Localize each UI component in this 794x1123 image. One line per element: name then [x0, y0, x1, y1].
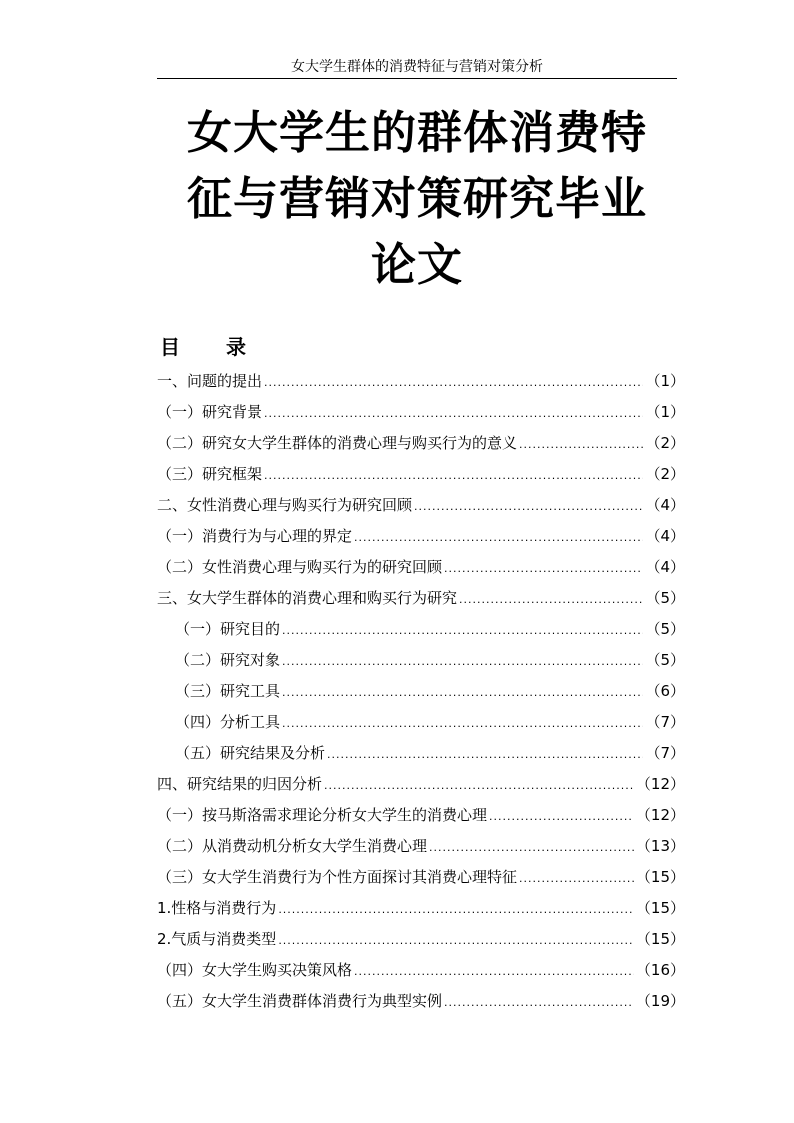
- table-of-contents: [157, 366, 685, 1017]
- toc-entry-label: 三、女大学生群体的消费心理和购买行为研究: [157, 589, 458, 607]
- toc-entry-label: （三）研究框架: [157, 465, 263, 483]
- toc-leader-dots: [414, 491, 643, 522]
- toc-leader-dots: [324, 770, 634, 801]
- toc-entry-page: （2）: [645, 465, 685, 483]
- toc-leader-dots: [354, 956, 634, 987]
- running-header: 女大学生群体的消费特征与营销对策分析: [291, 59, 543, 75]
- toc-leader-dots: [327, 739, 643, 770]
- toc-entry-page: （12）: [635, 775, 685, 793]
- toc-entry-label: （二）从消费动机分析女大学生消费心理: [157, 837, 428, 855]
- toc-entry-label: （二）研究对象: [175, 651, 281, 669]
- toc-entry-page: （4）: [645, 527, 685, 545]
- toc-leader-dots: [264, 460, 643, 491]
- title-line-2: 征与营销对策研究毕业: [186, 172, 647, 225]
- toc-entry-page: （15）: [635, 930, 685, 948]
- toc-heading-part1: 目: [160, 335, 180, 359]
- title-line-3: 论文: [370, 238, 463, 291]
- toc-entry-page: （5）: [645, 620, 685, 638]
- toc-leader-dots: [282, 677, 643, 708]
- toc-leader-dots: [278, 925, 634, 956]
- toc-leader-dots: [282, 646, 643, 677]
- toc-entry[interactable]: [157, 738, 685, 769]
- toc-entry-label: （三）研究工具: [175, 682, 281, 700]
- toc-leader-dots: [264, 398, 643, 429]
- toc-entry-label: （四）女大学生购买决策风格: [157, 961, 353, 979]
- toc-entry[interactable]: [157, 645, 685, 676]
- toc-leader-dots: [429, 832, 634, 863]
- toc-heading: [160, 333, 246, 361]
- toc-entry-page: （7）: [645, 713, 685, 731]
- toc-leader-dots: [354, 522, 643, 553]
- toc-entry-label: （二）研究女大学生群体的消费心理与购买行为的意义: [157, 434, 518, 452]
- toc-entry-page: （5）: [645, 651, 685, 669]
- toc-entry-label: 二、女性消费心理与购买行为研究回顾: [157, 496, 413, 514]
- toc-leader-dots: [444, 987, 634, 1018]
- toc-entry[interactable]: [157, 955, 685, 986]
- toc-entry-label: （一）按马斯洛需求理论分析女大学生的消费心理: [157, 806, 488, 824]
- toc-entry-page: （7）: [645, 744, 685, 762]
- toc-entry-label: （一）研究目的: [175, 620, 281, 638]
- toc-entry-page: （16）: [635, 961, 685, 979]
- toc-entry[interactable]: [157, 893, 685, 924]
- toc-entry[interactable]: [157, 800, 685, 831]
- toc-entry[interactable]: [157, 366, 685, 397]
- toc-entry-label: （一）消费行为与心理的界定: [157, 527, 353, 545]
- toc-entry-label: （五）研究结果及分析: [175, 744, 326, 762]
- toc-entry-label: 四、研究结果的归因分析: [157, 775, 323, 793]
- toc-entry-label: （三）女大学生消费行为个性方面探讨其消费心理特征: [157, 868, 518, 886]
- toc-entry[interactable]: [157, 521, 685, 552]
- toc-entry-label: 一、问题的提出: [157, 372, 263, 390]
- toc-leader-dots: [519, 863, 634, 894]
- toc-entry[interactable]: [157, 862, 685, 893]
- toc-entry[interactable]: [157, 614, 685, 645]
- toc-leader-dots: [282, 708, 643, 739]
- toc-entry-page: （6）: [645, 682, 685, 700]
- toc-entry[interactable]: [157, 552, 685, 583]
- toc-entry-page: （5）: [645, 589, 685, 607]
- toc-entry[interactable]: [157, 490, 685, 521]
- toc-leader-dots: [264, 367, 643, 398]
- toc-entry-page: （13）: [635, 837, 685, 855]
- toc-leader-dots: [519, 429, 643, 460]
- toc-entry[interactable]: [157, 924, 685, 955]
- toc-entry-page: （15）: [635, 899, 685, 917]
- toc-entry-page: （19）: [635, 992, 685, 1010]
- toc-entry[interactable]: [157, 676, 685, 707]
- toc-entry[interactable]: [157, 707, 685, 738]
- toc-leader-dots: [489, 801, 634, 832]
- toc-entry[interactable]: [157, 831, 685, 862]
- header-rule: [157, 78, 677, 79]
- toc-entry-label: 2.气质与消费类型: [157, 930, 277, 948]
- toc-entry[interactable]: [157, 428, 685, 459]
- toc-entry-label: 1.性格与消费行为: [157, 899, 277, 917]
- toc-entry[interactable]: [157, 583, 685, 614]
- toc-entry-page: （4）: [645, 558, 685, 576]
- toc-leader-dots: [444, 553, 643, 584]
- toc-entry[interactable]: [157, 397, 685, 428]
- toc-entry-page: （4）: [645, 496, 685, 514]
- toc-entry-page: （1）: [645, 403, 685, 421]
- toc-entry-page: （2）: [645, 434, 685, 452]
- toc-entry-page: （12）: [635, 806, 685, 824]
- toc-leader-dots: [278, 894, 634, 925]
- toc-leader-dots: [459, 584, 643, 615]
- toc-entry[interactable]: [157, 459, 685, 490]
- toc-entry[interactable]: [157, 769, 685, 800]
- toc-entry-page: （15）: [635, 868, 685, 886]
- toc-leader-dots: [282, 615, 643, 646]
- toc-entry[interactable]: [157, 986, 685, 1017]
- toc-heading-part2: 录: [226, 335, 246, 359]
- title-line-1: 女大学生的群体消费特: [186, 106, 647, 159]
- document-title: [170, 100, 664, 298]
- toc-entry-label: （五）女大学生消费群体消费行为典型实例: [157, 992, 443, 1010]
- toc-entry-page: （1）: [645, 372, 685, 390]
- toc-entry-label: （一）研究背景: [157, 403, 263, 421]
- toc-entry-label: （二）女性消费心理与购买行为的研究回顾: [157, 558, 443, 576]
- toc-entry-label: （四）分析工具: [175, 713, 281, 731]
